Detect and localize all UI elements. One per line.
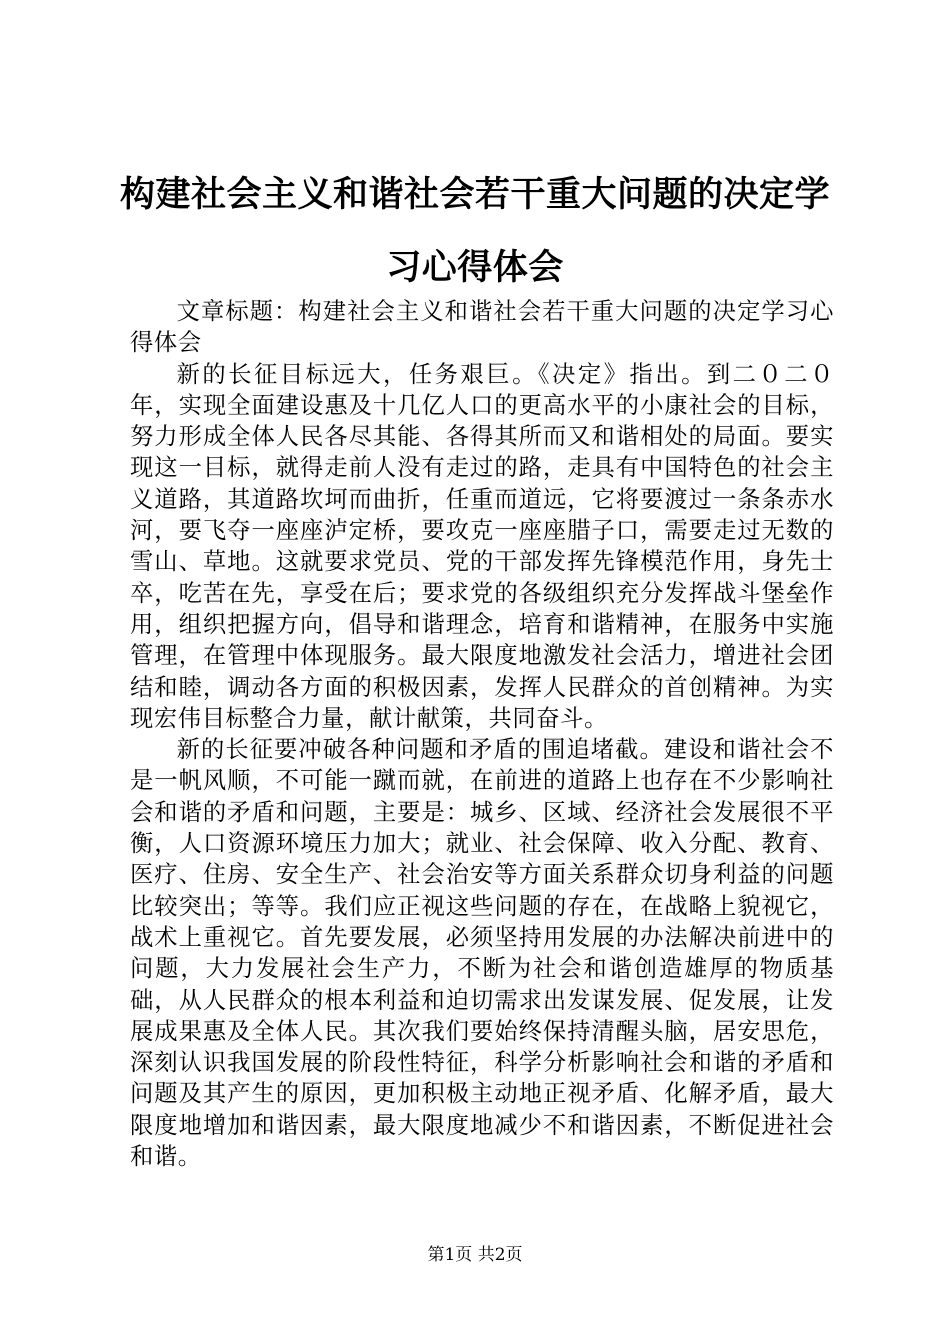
- document-body: [130, 296, 834, 1172]
- paragraph-problems-and-contradictions: 新的长征要冲破各种问题和矛盾的围追堵截。建设和谐社会不是一帆风顺，不可能一蹴而就，在前进的道路上也存在不少影响社会和谐的矛盾和问题，主要是：城乡、区域、经济社会发展很不平衡，人口资源环境压力加大；就业、社会保障、收入分配、教育、医疗、住房、安全生产、社会治安等方面关系群众切身利益的问题比较突出；等等。我们应正视这些问题的存在，在战略上貌视它，战术上重视它。首先要发展，必须坚持用发展的办法解决前进中的问题，大力发展社会生产力，不断为社会和谐创造雄厚的物质基础，从人民群众的根本利益和迫切需求出发谋发展、促发展，让发展成果惠及全体人民。其次我们要始终保持清醒头脑，居安思危，深刻认识我国发展的阶段性特征，科学分析影响社会和谐的矛盾和问题及其产生的原因，更加积极主动地正视矛盾、化解矛盾，最大限度地增加和谐因素，最大限度地减少不和谐因素，不断促进社会和谐。: [130, 736, 834, 1171]
- page-number-footer: 第1页 共2页: [427, 1245, 523, 1265]
- document-title: 构建社会主义和谐社会若干重大问题的决定学习心得体会: [119, 174, 830, 288]
- paragraph-new-long-march-goals: 新的长征目标远大，任务艰巨。《决定》指出。到二０二０年，实现全面建设惠及十几亿人口的更高水平的小康社会的目标，努力形成全体人民各尽其能、各得其所而又和谐相处的局面。要实现这一目标，就得走前人没有走过的路，走具有中国特色的社会主义道路，其道路坎坷而曲折，任重而道远，它将要渡过一条条赤水河，要飞夺一座座泸定桥，要攻克一座座腊子口，需要走过无数的雪山、草地。这就要求党员、党的干部发挥先锋模范作用，身先士卒，吃苦在先，享受在后；要求党的各级组织充分发挥战斗堡垒作用，组织把握方向，倡导和谐理念，培育和谐精神，在服务中实施管理，在管理中体现服务。最大限度地激发社会活力，增进社会团结和睦，调动各方面的积极因素，发挥人民群众的首创精神。为实现宏伟目标整合力量，献计献策，共同奋斗。: [130, 360, 834, 732]
- paragraph-article-title: 文章标题：构建社会主义和谐社会若干重大问题的决定学习心得体会: [130, 298, 834, 357]
